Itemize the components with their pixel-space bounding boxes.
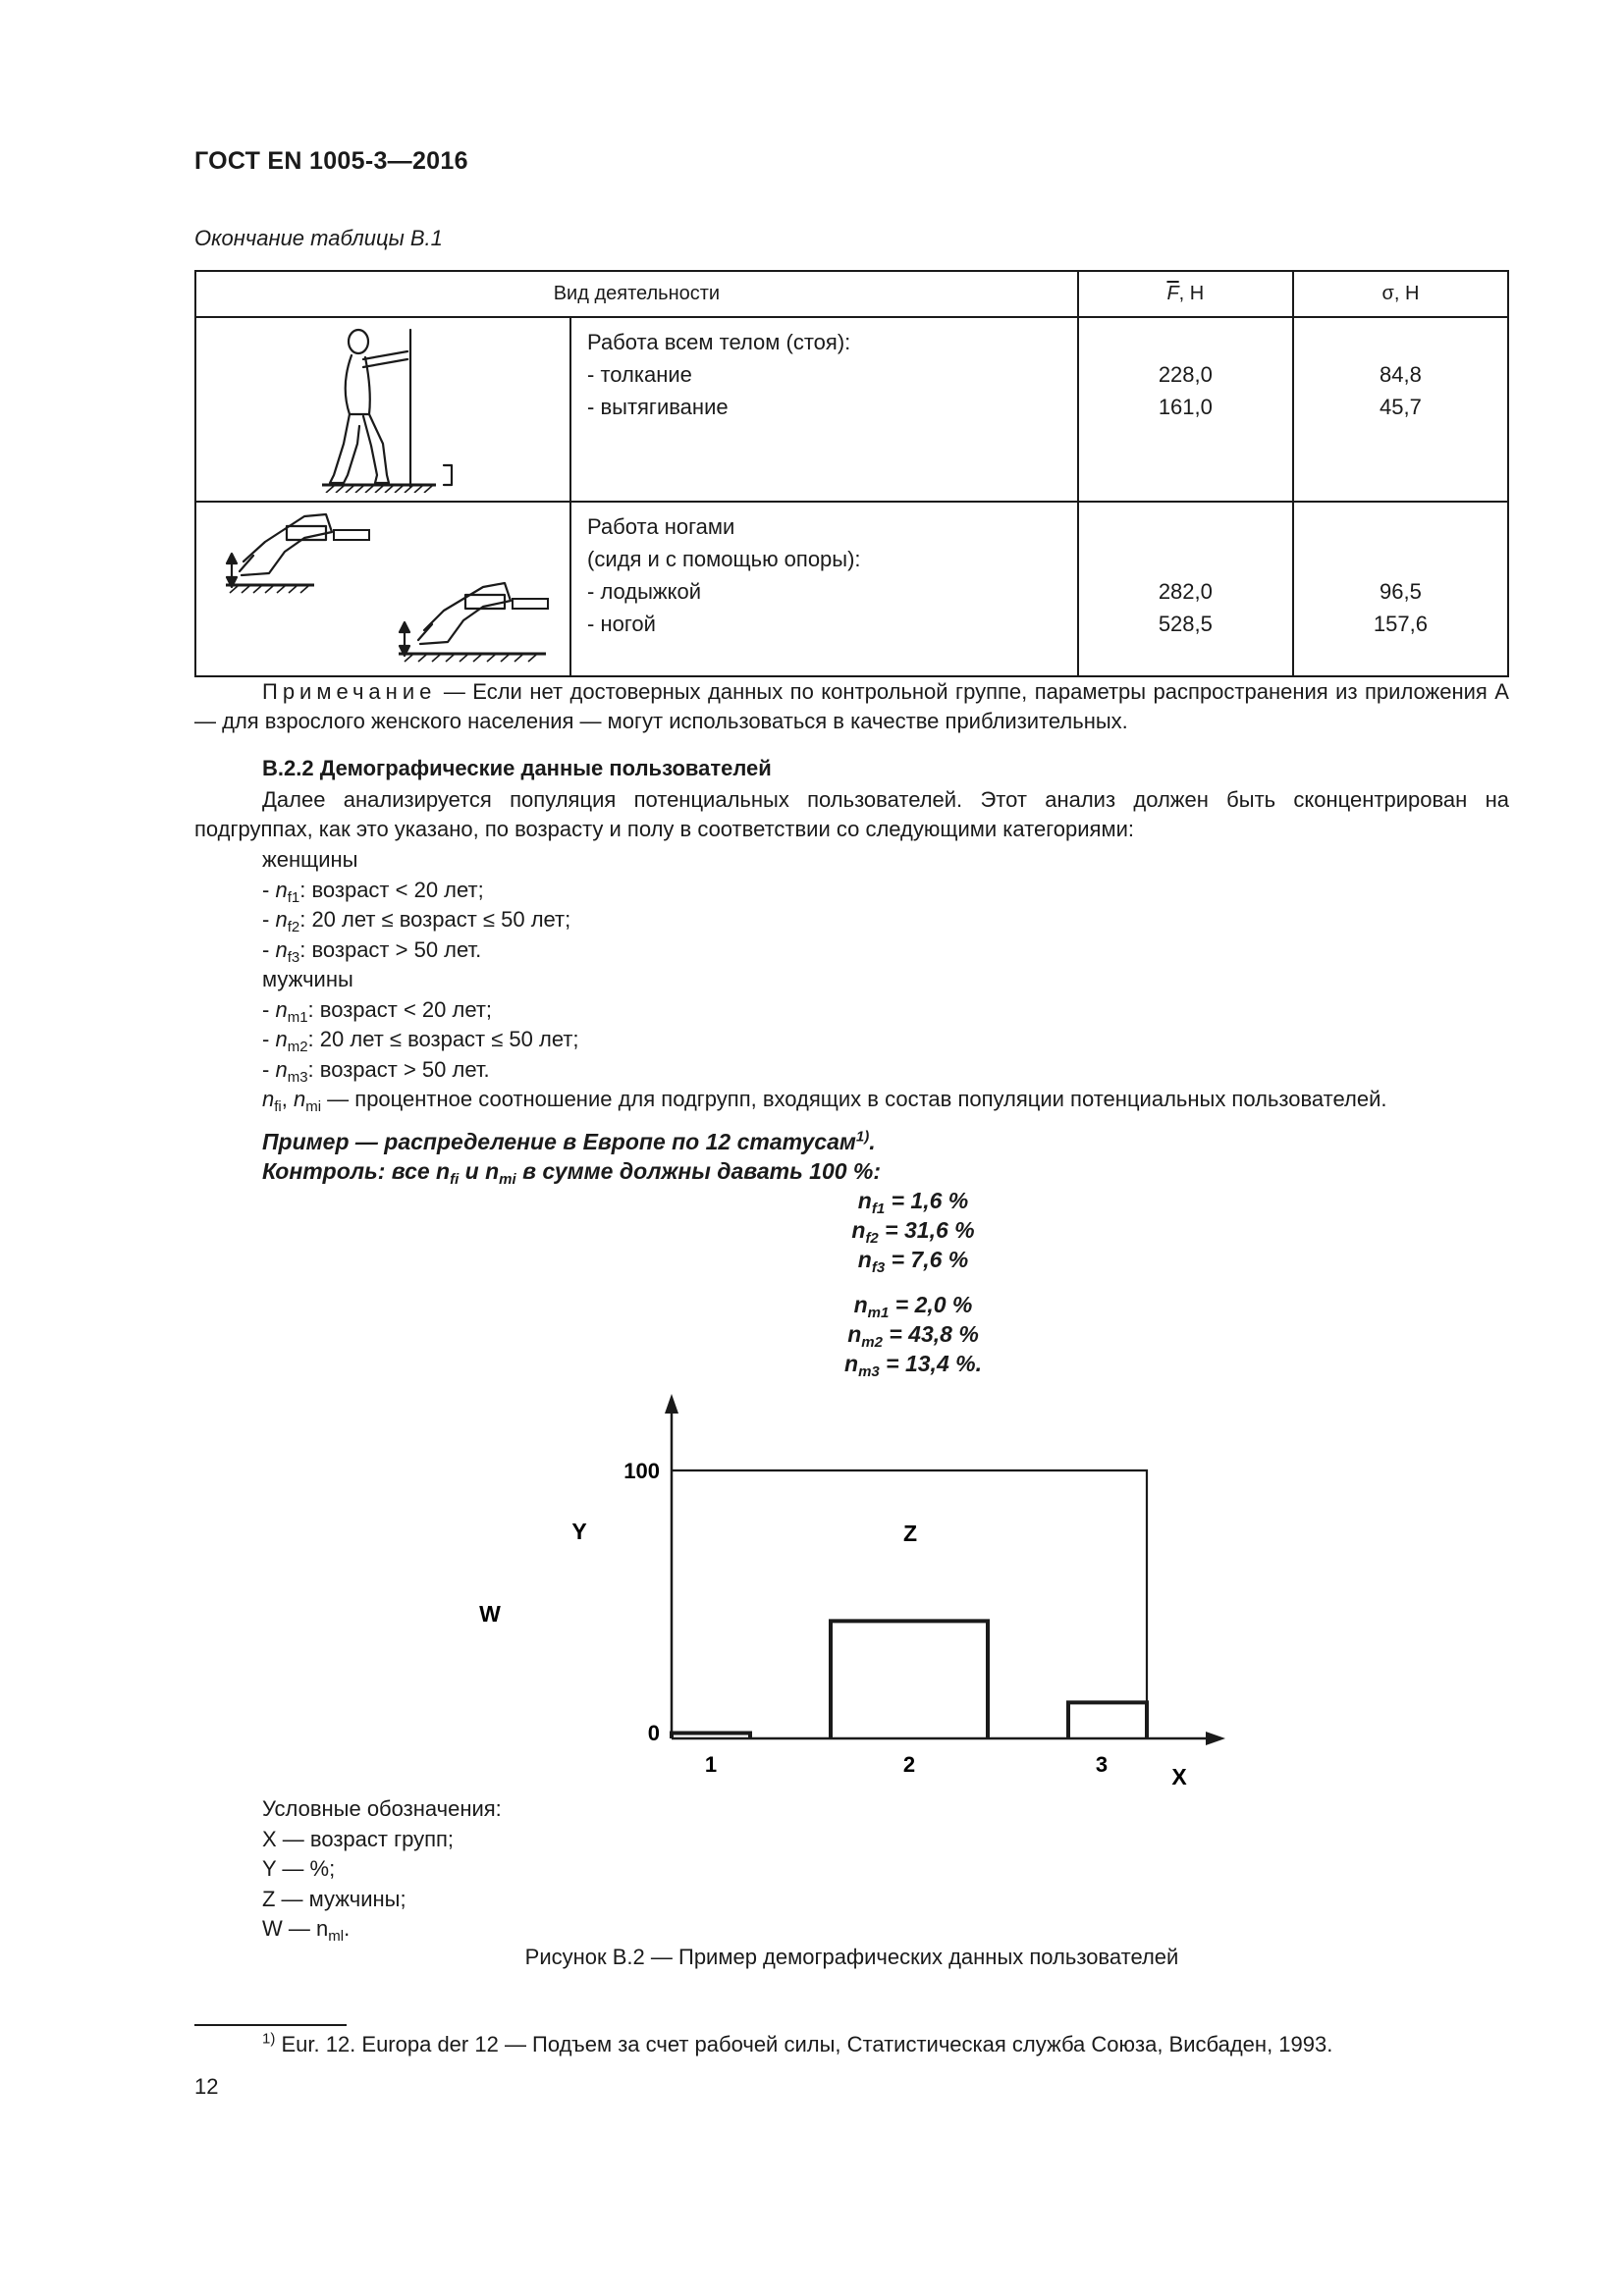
footnote-text: Eur. 12. Europa der 12 — Подъем за счет рабочей силы, Статистическая служба Союза, Висбаден, 1993. — [275, 2032, 1333, 2056]
formula: $n_{m2} = 43,8$ % — [847, 1321, 979, 1351]
document-header: ГОСТ EN 1005-3—2016 — [194, 147, 468, 175]
force-value: 282,0 — [1158, 579, 1213, 604]
intro-paragraph: Далее анализируется популяция потенциальных пользователей. Этот анализ должен быть сконцентрирован на подгруппах, как это указано, по возрасту и полу в соответствии со следующими категориями: — [194, 787, 1509, 841]
legend-title: Условные обозначения: — [262, 1796, 502, 1821]
legend-item: X — возраст групп; — [262, 1826, 455, 1851]
list-item: - $n_{f2}$: 20 лет ≤ возраст ≤ 50 лет; — [262, 907, 571, 935]
y-tick-label: 100 — [623, 1459, 660, 1483]
formula: $n_{f1} = 1,6$ % — [857, 1188, 969, 1217]
bar — [831, 1621, 988, 1738]
region-label-w: W — [479, 1601, 501, 1627]
legend-item: Y — %; — [262, 1856, 336, 1881]
example-title: Пример — распределение в Европе по 12 статусам$^{1)}$. — [262, 1128, 876, 1154]
sigma-value: 84,8 — [1380, 362, 1422, 387]
formula: $n_{f3} = 7,6$ % — [857, 1247, 969, 1276]
force-value: 528,5 — [1158, 612, 1213, 636]
force-value: 228,0 — [1158, 362, 1213, 387]
activity-title: Работа ногами — [587, 514, 735, 539]
activity-item: - вытягивание — [587, 395, 729, 419]
sigma-value: 45,7 — [1380, 395, 1422, 419]
bar — [1068, 1702, 1147, 1738]
activity-subtitle: (сидя и с помощью опоры): — [587, 547, 861, 571]
footnote-divider — [194, 2024, 347, 2026]
note-text: — Если нет достоверных данных по контрольной группе, параметры распространения из приложения А — для взрослого женского населения — могут использоваться в качестве приблизительных. — [194, 679, 1509, 733]
section-number: B.2.2 — [262, 756, 314, 780]
legend-item: Z — мужчины; — [262, 1886, 406, 1911]
footnote — [262, 2032, 1332, 2057]
list-item: - $n_{f1}$: возраст < 20 лет; — [262, 877, 484, 906]
force-value: 161,0 — [1158, 395, 1213, 419]
y-axis-label: Y — [571, 1519, 587, 1544]
section-heading: Демографические данные пользователей — [319, 756, 772, 780]
header-sigma: σ, Н — [1293, 271, 1508, 317]
summary-line: $n_{fi}$, $n_{mi}$ — процентное соотношение для подгрупп, входящих в состав популяции потенциальных пользователей. — [262, 1087, 1387, 1115]
women-label: женщины — [262, 847, 358, 872]
activity-item: - лодыжкой — [587, 579, 702, 604]
footnote-marker: 1) — [262, 2030, 276, 2048]
list-item: - $n_{m3}$: возраст > 50 лет. — [262, 1056, 490, 1086]
x-tick-label: 1 — [704, 1752, 718, 1777]
list-item: - $n_{m1}$: возраст < 20 лет; — [262, 996, 493, 1026]
legend-item: W — $n_{ml}$. — [262, 1916, 351, 1945]
x-tick-label: 2 — [902, 1752, 916, 1777]
activity-title: Работа всем телом (стоя): — [587, 330, 851, 354]
activity-item: - ногой — [587, 612, 656, 636]
region-label-z: Z — [902, 1521, 918, 1546]
list-item: - $n_{f3}$: возраст > 50 лет. — [262, 936, 482, 966]
x-tick-label: 3 — [1095, 1752, 1109, 1777]
men-label: мужчины — [262, 967, 353, 991]
list-item: - $n_{m2}$: 20 лет ≤ возраст ≤ 50 лет; — [262, 1027, 579, 1055]
y-tick-label: 0 — [647, 1721, 660, 1745]
sigma-value: 157,6 — [1373, 612, 1428, 636]
formula: $n_{f2} = 31,6$ % — [851, 1217, 975, 1247]
envelope-outline — [672, 1470, 1147, 1738]
note-label: Примечание — [262, 679, 437, 704]
page-number: 12 — [194, 2074, 219, 2099]
formula: $n_{m1} = 2,0$ % — [853, 1292, 973, 1321]
formula: $n_{m3} = 13,4$ %. — [844, 1351, 982, 1380]
y-axis-arrow — [665, 1394, 678, 1414]
x-axis-label: X — [1171, 1764, 1187, 1789]
example-control: Контроль: все $n_{fi}$ и $n_{mi}$ в сумме должны давать 100 %: — [262, 1158, 882, 1188]
table-caption: Окончание таблицы B.1 — [194, 226, 443, 250]
activity-item: - толкание — [587, 362, 692, 387]
header-activity: Вид деятельности — [195, 271, 1078, 317]
sigma-value: 96,5 — [1380, 579, 1422, 604]
figure-legend — [262, 1794, 502, 1945]
header-force: $\overline{F}$, Н — [1078, 271, 1293, 317]
figure-caption: Рисунок B.2 — Пример демографических данных пользователей — [524, 1945, 1179, 1969]
x-axis-arrow — [1206, 1732, 1225, 1745]
